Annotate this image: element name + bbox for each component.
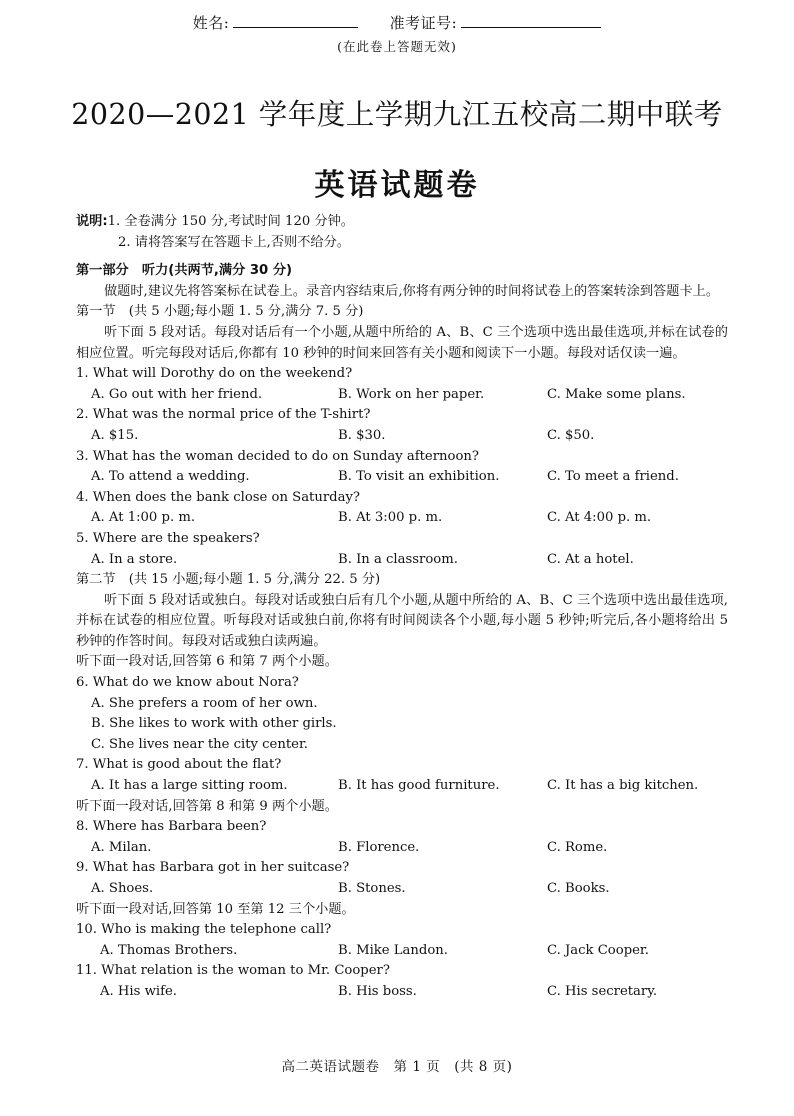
question-stem: 11. What relation is the woman to Mr. Cooper? bbox=[76, 963, 390, 979]
option-b[interactable]: B. Work on her paper. bbox=[338, 386, 485, 402]
section1-heading: 第一节 (共 5 小题;每小题 1. 5 分,满分 7. 5 分) bbox=[76, 304, 364, 320]
section2-heading: 第二节 (共 15 小题;每小题 1. 5 分,满分 22. 5 分) bbox=[76, 572, 381, 588]
answer-options bbox=[76, 879, 728, 900]
answer-options bbox=[76, 776, 728, 797]
exam-content bbox=[76, 212, 728, 1003]
instructions-label: 说明: bbox=[76, 214, 108, 229]
option-b[interactable]: B. It has good furniture. bbox=[338, 778, 500, 794]
invalid-answer-note: (在此卷上答题无效) bbox=[337, 39, 457, 54]
option-c[interactable]: C. Books. bbox=[547, 881, 610, 896]
question-stem: 9. What has Barbara got in her suitcase? bbox=[76, 860, 350, 876]
option-c[interactable]: C. Jack Cooper. bbox=[547, 942, 649, 958]
option-a[interactable]: A. His wife. bbox=[100, 983, 177, 999]
option-c[interactable]: C. To meet a friend. bbox=[547, 469, 679, 485]
name-blank bbox=[233, 13, 358, 28]
option-a[interactable]: A. To attend a wedding. bbox=[91, 469, 250, 485]
question-4 bbox=[76, 488, 728, 529]
option-c[interactable]: C. She lives near the city center. bbox=[91, 736, 308, 752]
option-a[interactable]: A. Thomas Brothers. bbox=[100, 942, 238, 958]
exam-subtitle: 英语试题卷 bbox=[314, 168, 480, 203]
exam-title: 2020—2021 学年度上学期九江五校高二期中联考 bbox=[71, 98, 723, 131]
question-stem: 6. What do we know about Nora? bbox=[76, 675, 299, 691]
question-10 bbox=[76, 920, 728, 961]
question-6 bbox=[76, 673, 728, 755]
answer-options bbox=[76, 467, 728, 488]
option-a[interactable]: A. At 1:00 p. m. bbox=[91, 510, 196, 526]
option-c[interactable]: C. It has a big kitchen. bbox=[547, 778, 699, 794]
answer-options bbox=[76, 941, 728, 962]
answer-options bbox=[76, 982, 728, 1003]
question-stem: 4. When does the bank close on Saturday? bbox=[76, 489, 360, 505]
question-5 bbox=[76, 529, 728, 570]
part1-heading: 第一部分 听力(共两节,满分 30 分) bbox=[76, 263, 293, 279]
option-c[interactable]: C. $50. bbox=[547, 427, 595, 443]
option-b[interactable]: B. Stones. bbox=[338, 881, 406, 896]
option-b[interactable]: B. At 3:00 p. m. bbox=[338, 510, 443, 526]
option-c[interactable]: C. At 4:00 p. m. bbox=[547, 510, 652, 526]
exam-id-label: 准考证号: bbox=[389, 14, 458, 32]
question-stem: 8. Where has Barbara been? bbox=[76, 819, 267, 835]
option-c[interactable]: C. His secretary. bbox=[547, 983, 658, 999]
question-stem: 3. What has the woman decided to do on Sunday afternoon? bbox=[76, 448, 479, 464]
option-b[interactable]: B. Florence. bbox=[338, 839, 420, 855]
question-stem: 10. Who is making the telephone call? bbox=[76, 922, 332, 938]
option-a[interactable]: A. In a store. bbox=[91, 551, 178, 567]
option-b[interactable]: B. His boss. bbox=[338, 983, 417, 999]
answer-options bbox=[76, 550, 728, 571]
instruction-6-7: 听下面一段对话,回答第 6 和第 7 两个小题。 bbox=[76, 654, 338, 670]
candidate-info-line bbox=[0, 12, 794, 33]
section1-intro: 听下面 5 段对话。每段对话后有一个小题,从题中所给的 A、B、C 三个选项中选出最佳选项,并标在试卷的相应位置。听完每段对话后,你都有 10 秒钟的时间来回答有关小题和阅读下一小题。每段对话仅读一遍。 bbox=[76, 324, 728, 361]
option-c[interactable]: C. At a hotel. bbox=[547, 551, 634, 567]
option-a[interactable]: A. Milan. bbox=[91, 839, 152, 855]
instruction-8-9: 听下面一段对话,回答第 8 和第 9 两个小题。 bbox=[76, 798, 338, 814]
instructions-line-2: 2. 请将答案写在答题卡上,否则不给分。 bbox=[118, 234, 350, 250]
page-footer: 高二英语试题卷 第 1 页 (共 8 页) bbox=[281, 1059, 513, 1075]
instruction-10-12: 听下面一段对话,回答第 10 至第 12 三个小题。 bbox=[76, 901, 355, 917]
option-a[interactable]: A. Shoes. bbox=[91, 881, 154, 896]
option-b[interactable]: B. She likes to work with other girls. bbox=[91, 716, 337, 732]
option-b[interactable]: B. Mike Landon. bbox=[338, 942, 448, 958]
exam-id-blank bbox=[461, 13, 601, 28]
answer-options bbox=[76, 838, 728, 859]
option-c[interactable]: C. Rome. bbox=[547, 839, 608, 855]
question-stem: 2. What was the normal price of the T-shirt? bbox=[76, 407, 371, 423]
option-a[interactable]: A. $15. bbox=[91, 427, 139, 443]
name-label: 姓名: bbox=[192, 14, 230, 32]
option-b[interactable]: B. $30. bbox=[338, 427, 386, 443]
answer-options bbox=[76, 426, 728, 447]
question-1 bbox=[76, 364, 728, 405]
question-11 bbox=[76, 961, 728, 1002]
question-stem: 7. What is good about the flat? bbox=[76, 757, 282, 773]
option-c[interactable]: C. Make some plans. bbox=[547, 386, 686, 402]
answer-options bbox=[76, 508, 728, 529]
instructions-line-1: 说明:1. 全卷满分 150 分,考试时间 120 分钟。 bbox=[76, 214, 354, 229]
section2-intro: 听下面 5 段对话或独白。每段对话或独白后有几个小题,从题中所给的 A、B、C 三个选项中选出最佳选项,并标在试卷的相应位置。听每段对话或独白前,你将有时间阅读各个小题,每小题 5 秒钟;听完后,各小题将给出 5 秒钟的作答时间。每段对话或独白读两遍。 bbox=[76, 592, 728, 649]
question-9 bbox=[76, 858, 728, 899]
option-a[interactable]: A. She prefers a room of her own. bbox=[91, 695, 318, 711]
option-a[interactable]: A. It has a large sitting room. bbox=[91, 778, 288, 794]
option-b[interactable]: B. To visit an exhibition. bbox=[338, 469, 500, 485]
answer-options bbox=[76, 385, 728, 406]
question-stem: 1. What will Dorothy do on the weekend? bbox=[76, 366, 353, 382]
question-8 bbox=[76, 817, 728, 858]
question-7 bbox=[76, 755, 728, 796]
option-b[interactable]: B. In a classroom. bbox=[338, 551, 458, 567]
option-a[interactable]: A. Go out with her friend. bbox=[91, 386, 263, 402]
question-stem: 5. Where are the speakers? bbox=[76, 530, 260, 546]
part1-intro: 做题时,建议先将答案标在试卷上。录音内容结束后,你将有两分钟的时间将试卷上的答案转涂到答题卡上。 bbox=[104, 283, 720, 299]
question-2 bbox=[76, 405, 728, 446]
question-3 bbox=[76, 447, 728, 488]
